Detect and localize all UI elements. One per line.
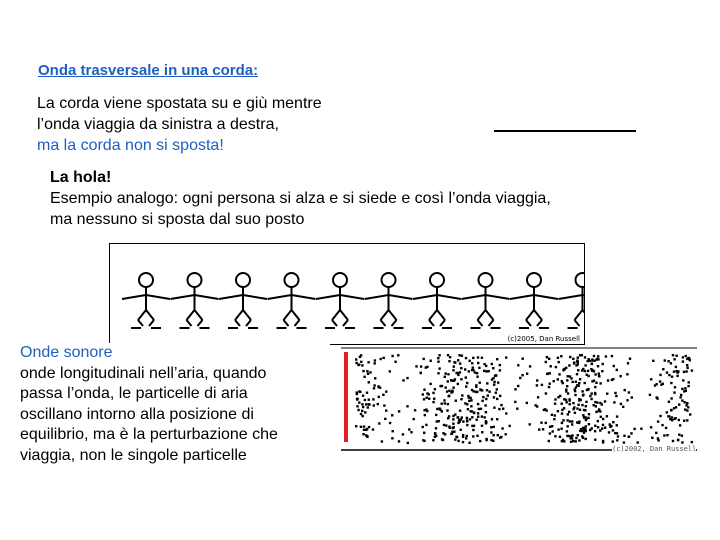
stick-figure [559, 273, 585, 328]
stick-figure [462, 273, 510, 328]
intro-line-3: ma la corda non si sposta! [37, 137, 224, 154]
stick-figures-credit: (c)2005, Dan Russell [507, 335, 580, 343]
stick-figure [510, 273, 558, 328]
stick-figure [413, 273, 461, 328]
air-particles-image [341, 346, 697, 452]
stick-figure [219, 273, 267, 328]
hola-text [50, 167, 551, 230]
stick-figures-drawing [110, 244, 584, 344]
sound-line-5: viaggia, non le singole particelle [20, 446, 247, 464]
blank-line-divider [494, 130, 636, 132]
air-particles-credit: (c)2002, Dan Russell [612, 445, 697, 453]
piston-bar [344, 352, 348, 442]
sound-line-2: passa l’onda, le particelle di aria [20, 385, 248, 402]
air-particles-drawing [341, 346, 697, 452]
air-particles-cloud [355, 354, 693, 444]
stick-figure [171, 273, 219, 328]
intro-text [37, 93, 322, 156]
intro-line-2: l’onda viaggia da sinistra a destra, [37, 116, 279, 133]
sound-waves-text [20, 343, 330, 466]
hola-line-1: Esempio analogo: ogni persona si alza e si siede e così l’onda viaggia, [50, 190, 551, 207]
slide-title: Onda trasversale in una corda: [38, 62, 259, 79]
sound-line-4: equilibrio, ma è la perturbazione che [20, 426, 278, 443]
stick-figure [268, 273, 316, 328]
hola-title: La hola! [50, 169, 112, 186]
stick-figure [365, 273, 413, 328]
sound-line-1: onde longitudinali nell’aria, quando [20, 364, 267, 382]
hola-line-2: ma nessuno si sposta dal suo posto [50, 211, 305, 228]
sound-waves-title: Onde sonore [20, 344, 113, 361]
sound-line-3: oscillano intorno alla posizione di [20, 405, 254, 423]
intro-line-1: La corda viene spostata su e giù mentre [37, 95, 322, 112]
stick-figures-image [109, 243, 585, 345]
stick-figure [316, 273, 364, 328]
stick-figure [122, 273, 170, 328]
